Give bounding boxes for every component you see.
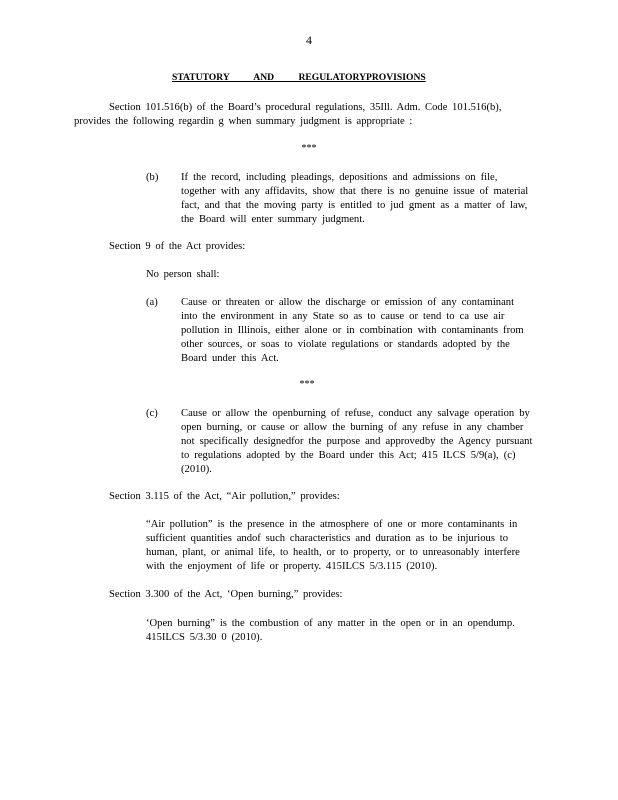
section-3115-intro: Section 3.115 of the Act, “Air pollution,” provides:	[109, 491, 340, 502]
page-number: 4	[306, 33, 312, 47]
item-a-text: Cause or threaten or allow the discharge or emission of any contaminant into the environment in any State so as to cause or tend to ca use air pollution in Illinois, either alone or in combination with contaminants from other sources, or soas to violate regulations or standards adopted by the Board under this Act.	[181, 297, 524, 364]
item-c-text: Cause or allow the openburning of refuse, conduct any salvage operation by open burning, or cause or allow the burning of any refuse in any chamber not specifically designedfor the purpose and approvedby the Agency pursuant to regulations adopted by the Board under this Act; 415 ILCS 5/9(a), (c) (2010).	[181, 408, 533, 475]
section-3115-quote: “Air pollution” is the presence in the atmosphere of one or more contaminants in sufficient quantities andof such characteristics and duration as to be injurious to human, plant, or animal life, to health, or to property, or to unreasonably interfere with the enjoyment of life or property. 415ILCS 5/3.115 (2010).	[146, 519, 520, 572]
ellipsis-stars-2: ***	[299, 379, 315, 390]
section-3300-intro: Section 3.300 of the Act, ‘Open burning,” provides:	[109, 589, 343, 600]
section-9-lead: No person shall:	[146, 269, 220, 280]
section-3300-quote: ‘Open burning” is the combustion of any matter in the open or in an opendump. 415ILCS 5/3.30 0 (2010).	[146, 618, 515, 643]
ellipsis-stars-1: ***	[301, 143, 317, 154]
section-9-intro: Section 9 of the Act provides:	[109, 241, 246, 252]
item-c-label: (c)	[146, 408, 158, 419]
rule-b-label: (b)	[146, 172, 159, 183]
section-heading: STATUTORY AND REGULATORYPROVISIONS	[172, 72, 426, 83]
rule-b-text: If the record, including pleadings, depositions and admissions on file, together with any affidavits, show that there is no genuine issue of material fact, and that the moving party is entitled to jud gment as a matter of law, the Board will enter summary judgment.	[181, 172, 529, 225]
intro-paragraph: Section 101.516(b) of the Board’s procedural regulations, 35Ill. Adm. Code 101.516(b), provides the following regardin g when summary judgment is appropriate :	[74, 102, 502, 127]
item-a-label: (a)	[146, 297, 158, 308]
